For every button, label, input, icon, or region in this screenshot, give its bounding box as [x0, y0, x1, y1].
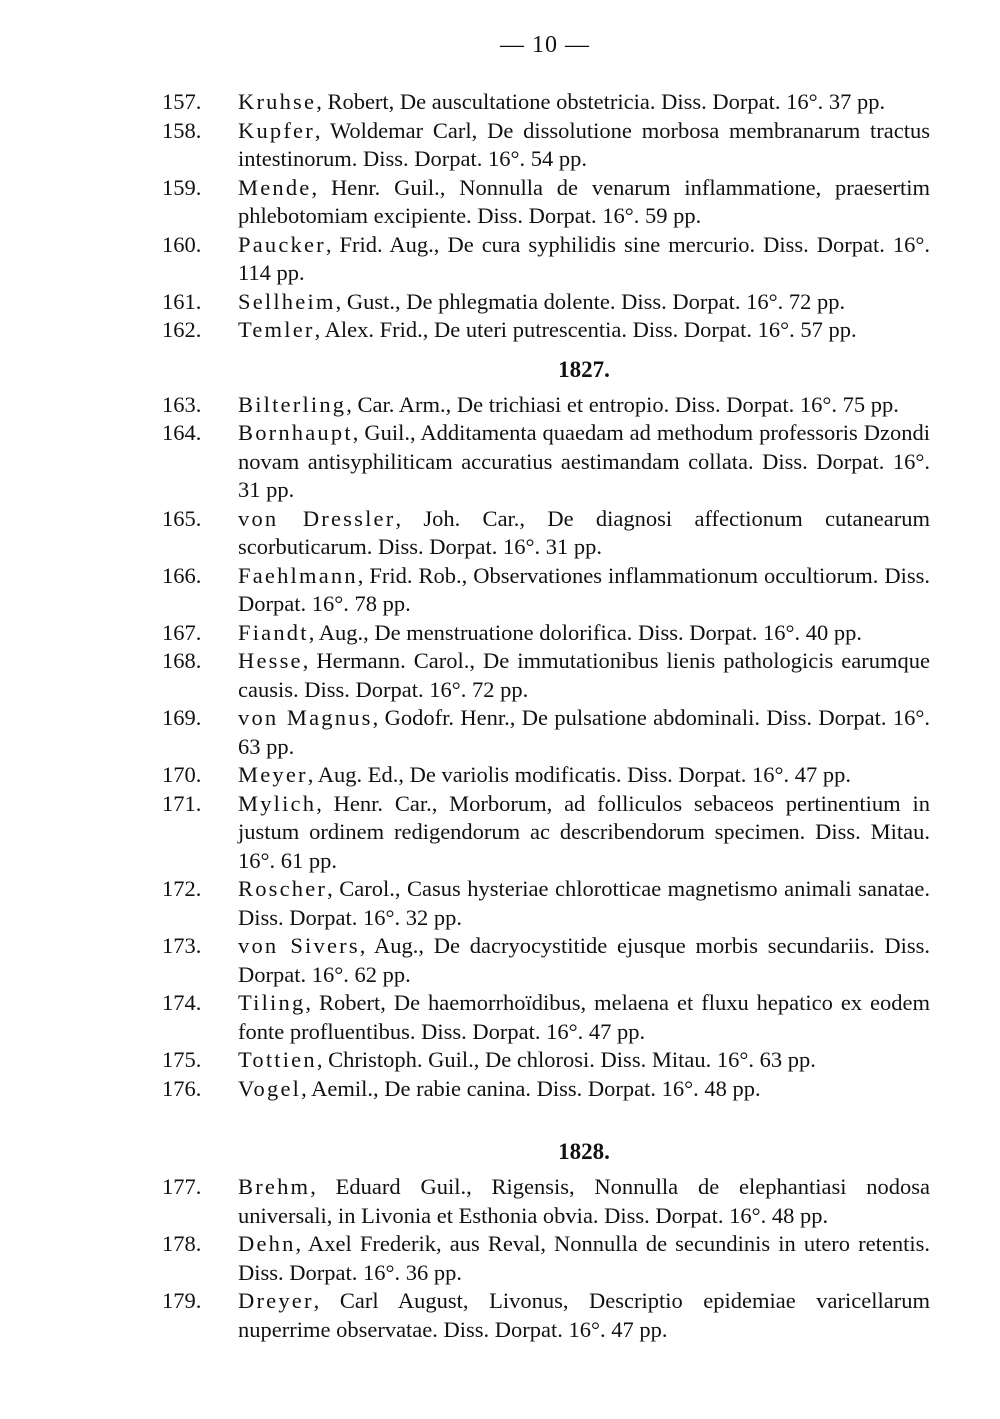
entry-text: , Henr. Car., Morborum, ad folliculos sebaceos pertinentium in justum ordinem redigendorum ac describendorum specimen. Diss. Mitau. 16°. 61 pp. [238, 790, 930, 873]
bibliography-entry [162, 790, 930, 876]
entry-author: Kruhse [238, 89, 317, 114]
entry-number: 161. [162, 288, 202, 314]
bibliography-entry [162, 1230, 930, 1287]
entry-text: , Eduard Guil., Rigensis, Nonnulla de elephantiasi nodosa universali, in Livonia et Esthonia obvia. Diss. Dorpat. 16°. 48 pp. [238, 1174, 930, 1228]
entry-author: von Magnus [238, 705, 373, 730]
entry-number: 158. [162, 117, 202, 143]
entry-author: Kupfer [238, 117, 315, 143]
entry-text: , Aug., De menstruatione dolorifica. Diss. Dorpat. 16°. 40 pp. [308, 619, 862, 645]
entry-text: , Alex. Frid., De uteri putrescentia. Diss. Dorpat. 16°. 57 pp. [314, 317, 857, 342]
entry-number: 162. [162, 317, 202, 342]
bibliography-entry [162, 505, 930, 562]
entry-number: 179. [162, 1288, 202, 1313]
bibliography-entry [162, 1287, 930, 1344]
entry-author: Hesse [238, 648, 303, 673]
entry-number: 174. [162, 990, 202, 1015]
bibliography-entry [162, 704, 930, 761]
entry-number: 171. [162, 790, 202, 816]
bibliography-entry [162, 1075, 930, 1104]
entry-author: Tiling [238, 990, 306, 1015]
entry-text: , Carl August, Livonus, Descriptio epidemiae varicellarum nuperrime observatae. Diss. Dorpat. 16°. 47 pp. [238, 1288, 930, 1342]
entry-author: Bilterling [238, 391, 347, 417]
bibliography-entry [162, 391, 930, 420]
bibliography-entry [162, 989, 930, 1046]
entry-number: 176. [162, 1075, 202, 1101]
bibliography-entry [162, 562, 930, 619]
year-heading: 1827. [558, 356, 610, 382]
entry-text: , Car. Arm., De trichiasi et entropio. Diss. Dorpat. 16°. 75 pp. [346, 391, 899, 417]
entry-text: , Frid. Rob., Observationes inflammationum occultiorum. Diss. Dorpat. 16°. 78 pp. [238, 562, 930, 616]
entry-number: 159. [162, 174, 202, 200]
entry-author: Dreyer [238, 1288, 314, 1313]
entry-number: 175. [162, 1047, 202, 1072]
entry-author: Dehn [238, 1231, 296, 1256]
entry-number: 169. [162, 705, 202, 730]
entry-author: Bornhaupt [238, 420, 353, 445]
bibliography-entry [162, 288, 930, 317]
bibliography-entry [162, 761, 930, 790]
entry-text: , Christoph. Guil., De chlorosi. Diss. Mitau. 16°. 63 pp. [316, 1047, 816, 1072]
entry-text: , Henr. Guil., Nonnulla de venarum inflammatione, praesertim phlebotomiam excipiente. Diss. Dorpat. 16°. 59 pp. [238, 174, 930, 228]
bibliography-entry [162, 174, 930, 231]
entry-author: Meyer [238, 762, 308, 787]
entry-text: , Woldemar Carl, De dissolutione morbosa membranarum tractus intestinorum. Diss. Dorpat. 16°. 54 pp. [238, 117, 930, 171]
bibliography-entry [162, 647, 930, 704]
entry-text: , Carol., Casus hysteriae chlorotticae magnetismo animali sanatae. Diss. Dorpat. 16°. 32 pp. [238, 876, 930, 930]
bibliography-entry [162, 932, 930, 989]
entry-text: , Robert, De auscultatione obstetricia. Diss. Dorpat. 16°. 37 pp. [316, 89, 886, 114]
bibliography-list [162, 88, 930, 1344]
entry-number: 168. [162, 648, 202, 673]
entry-number: 166. [162, 562, 202, 588]
entry-author: Fiandt [238, 619, 309, 645]
entry-number: 167. [162, 619, 202, 645]
bibliography-entry [162, 316, 930, 345]
entry-number: 178. [162, 1231, 202, 1256]
entry-author: Vogel [238, 1075, 302, 1101]
entry-text: , Aug., De dacryocystitide ejusque morbis secundariis. Diss. Dorpat. 16°. 62 pp. [238, 933, 931, 987]
entry-author: Temler [238, 317, 315, 342]
entry-author: Faehlmann [238, 562, 358, 588]
entry-number: 173. [162, 933, 202, 958]
entry-text: , Robert, De haemorrhoïdibus, melaena et fluxu hepatico ex eodem fonte profluentibus. Diss. Dorpat. 16°. 47 pp. [238, 990, 930, 1044]
entry-number: 157. [162, 89, 202, 114]
entry-author: von Sivers [238, 933, 360, 958]
bibliography-entry [162, 117, 930, 174]
entry-author: Tottien [238, 1047, 317, 1072]
entry-author: von Dressler [238, 505, 396, 531]
entry-number: 163. [162, 391, 202, 417]
section-1828 [162, 1137, 930, 1344]
entry-text: , Axel Frederik, aus Reval, Nonnulla de secundinis in utero retentis. Diss. Dorpat. 16°. 36 pp. [238, 1231, 930, 1285]
bibliography-entry [162, 619, 930, 648]
year-heading: 1828. [558, 1139, 610, 1164]
entry-number: 165. [162, 505, 202, 531]
entry-author: Paucker [238, 231, 326, 257]
entry-number: 160. [162, 231, 202, 257]
entry-number: 172. [162, 876, 202, 901]
entry-author: Mylich [238, 790, 317, 816]
entry-text: , Hermann. Carol., De immutationibus lienis pathologicis earumque causis. Diss. Dorpat. 16°. 72 pp. [238, 648, 930, 702]
entry-author: Mende [238, 174, 312, 200]
entry-author: Roscher [238, 876, 328, 901]
bibliography-entry [162, 88, 930, 117]
entry-text: , Aemil., De rabie canina. Diss. Dorpat. 16°. 48 pp. [301, 1075, 761, 1101]
bibliography-entry [162, 231, 930, 288]
entry-text: , Joh. Car., De diagnosi affectionum cutanearum scorbuticarum. Diss. Dorpat. 16°. 31 pp. [238, 505, 931, 559]
bibliography-entry [162, 1046, 930, 1075]
entry-number: 170. [162, 762, 202, 787]
entry-text: , Gust., De phlegmatia dolente. Diss. Dorpat. 16°. 72 pp. [335, 288, 846, 314]
entry-text: , Guil., Additamenta quaedam ad methodum professoris Dzondi novam antisyphiliticam accuratius aestimandam collata. Diss. Dorpat. 16°. 31 pp. [238, 420, 930, 502]
entry-number: 164. [162, 420, 202, 445]
entry-text: , Frid. Aug., De cura syphilidis sine mercurio. Diss. Dorpat. 16°. 114 pp. [238, 231, 930, 285]
entry-number: 177. [162, 1174, 202, 1199]
entry-author: Sellheim [238, 288, 336, 314]
bibliography-entry [162, 1173, 930, 1230]
section-1826 [162, 88, 930, 345]
section-1827 [162, 355, 930, 1104]
bibliography-entry [162, 875, 930, 932]
entry-text: , Aug. Ed., De variolis modificatis. Diss. Dorpat. 16°. 47 pp. [307, 762, 852, 787]
entry-author: Brehm [238, 1174, 311, 1199]
bibliography-entry [162, 419, 930, 505]
page-number: — 10 — [500, 32, 590, 58]
entry-text: , Godofr. Henr., De pulsatione abdominali. Diss. Dorpat. 16°. 63 pp. [238, 705, 930, 759]
